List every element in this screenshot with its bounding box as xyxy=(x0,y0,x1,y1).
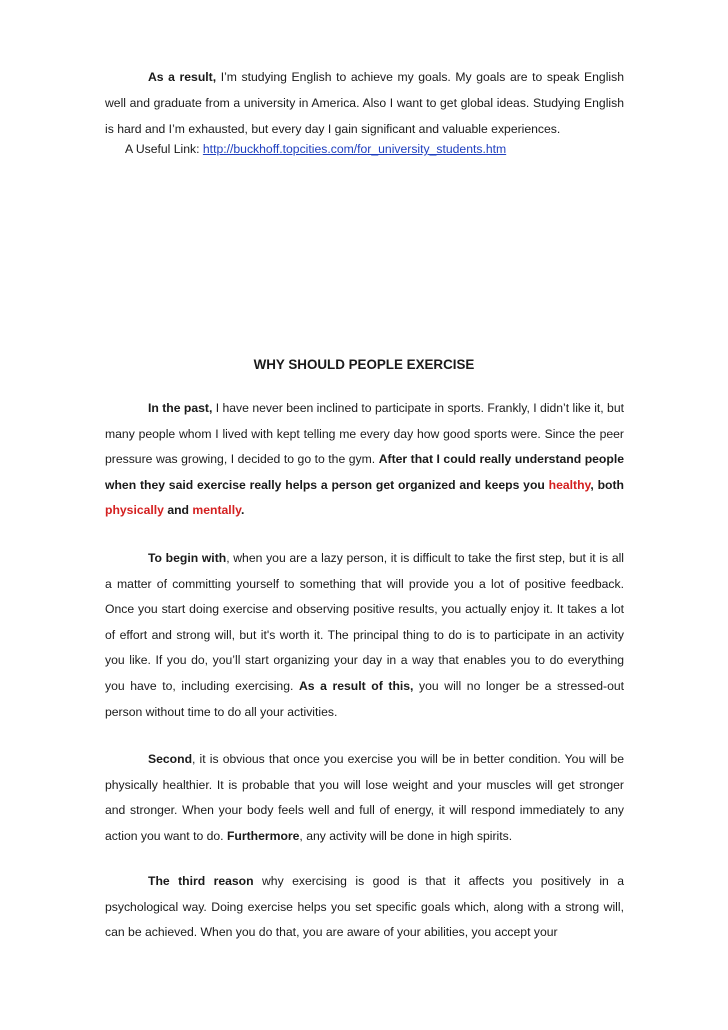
p1-lead: In the past, xyxy=(148,401,213,415)
highlight-physically: physically xyxy=(105,503,164,518)
intro-paragraph xyxy=(105,64,624,142)
intro-text: I’m studying English to achieve my goals. My goals are to speak English well and graduate from a university in America. Also I want to get global ideas. Studying English is hard and I’m exhausted, but every day I gain significant and valuable experiences. xyxy=(105,70,624,136)
highlight-mentally: mentally xyxy=(192,503,241,518)
p4-text: why exercising is good is that it affects you positively in a psychological way. Doing exercise helps you set specific goals which, along with a strong will, can be achieved. When you do that, you are aware of your abilities, you accept your xyxy=(105,874,625,940)
essay-paragraph-1 xyxy=(105,396,624,524)
essay-paragraph-2 xyxy=(105,546,624,725)
p3-text-1: , it is obvious that once you exercise you will be in better condition. You will be physically healthier. It is probable that you will lose weight and your muscles will get stronger and stronger. When your body feels well and full of energy, it will respond immediately to any action you want to do. xyxy=(105,752,624,843)
useful-link-label: A Useful Link: xyxy=(125,142,203,156)
intro-lead: As a result, xyxy=(148,70,217,84)
essay-paragraph-3 xyxy=(105,747,624,849)
p3-text-2: , any activity will be done in high spirits. xyxy=(299,828,513,843)
p3-bold: Furthermore xyxy=(226,828,300,843)
p2-text-2: you will no longer be a stressed-out person without time to do all your activities. xyxy=(105,678,625,719)
p1-both: both xyxy=(597,477,625,492)
p2-lead: To begin with xyxy=(148,551,227,565)
highlight-healthy: healthy xyxy=(548,477,591,492)
p3-lead: Second xyxy=(148,752,193,766)
useful-link[interactable]: http://buckhoff.topcities.com/for_university_students.htm xyxy=(202,142,507,156)
p2-text-1: , when you are a lazy person, it is difficult to take the first step, but it is all a matter of committing yourself to something that will provide you a lot of positive feedback. Once you start doing exercise and observing positive results, you actually enjoy it. It takes a lot of effort and strong will, but it's worth it. The principal thing to do is to participate in an activity you like. If you do, you’ll start organizing your day in a way that enables you to do everything you have to, including exercising. xyxy=(105,551,625,693)
p1-and: and xyxy=(163,503,193,518)
essay-title: WHY SHOULD PEOPLE EXERCISE xyxy=(253,357,475,372)
p1-period: . xyxy=(240,503,245,518)
essay-paragraph-4 xyxy=(105,869,624,946)
useful-link-line xyxy=(125,142,506,156)
p1-comma: , xyxy=(590,477,594,492)
p2-bold: As a result of this, xyxy=(298,678,414,693)
p1-bold: After that I could really understand people when they said exercise really helps a person get organized and keeps you xyxy=(105,452,624,492)
p1-text: I have never been inclined to participate in sports. Frankly, I didn’t like it, but many people whom I lived with kept telling me every day how good sports were. Since the peer pressure was growing, I decided to go to the gym. xyxy=(105,401,624,467)
p4-lead: The third reason xyxy=(148,874,254,888)
